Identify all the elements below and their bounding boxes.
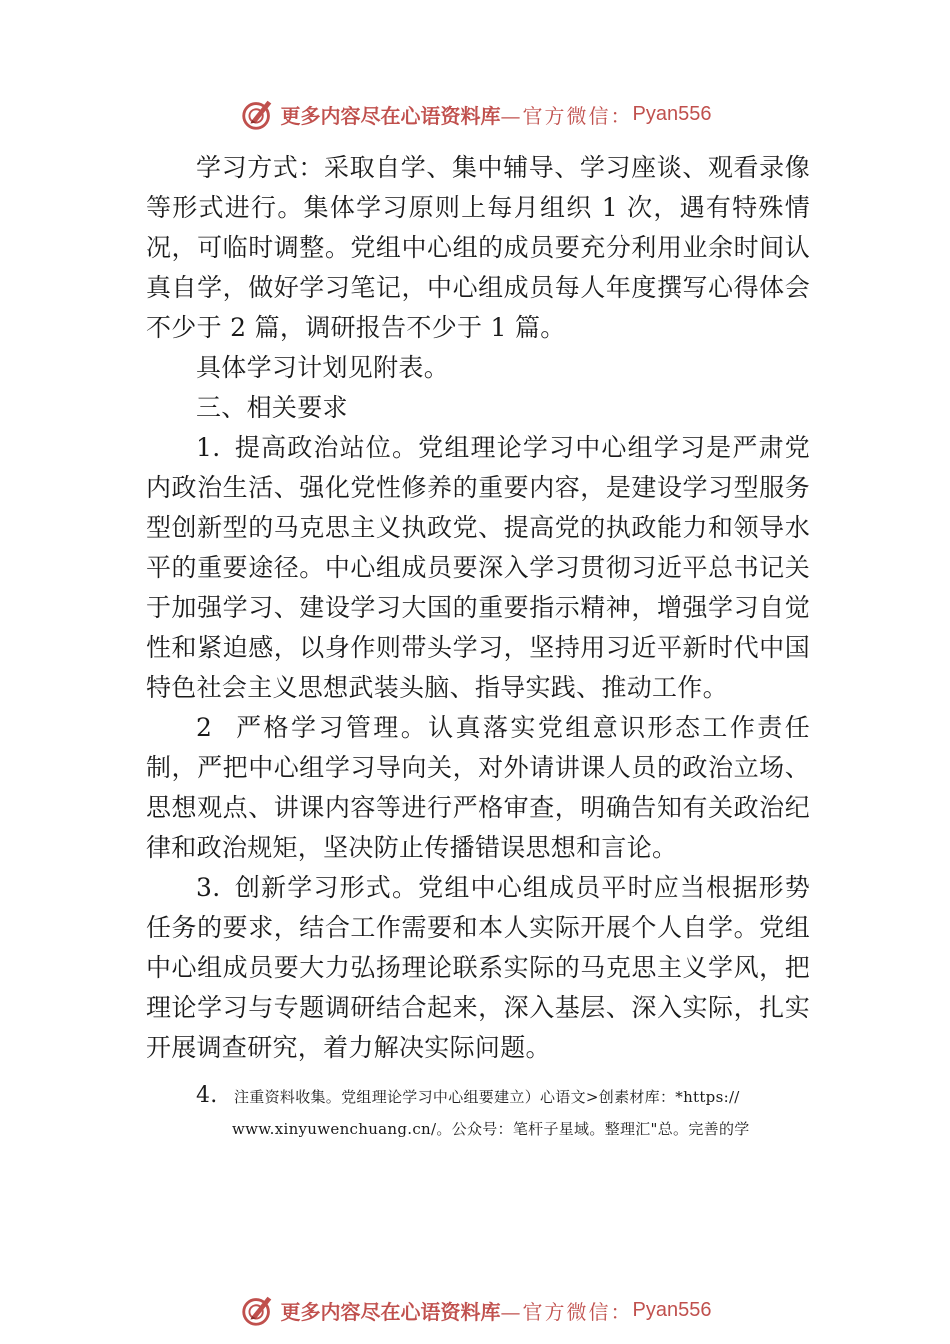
watermark-wechat-label: —官方微信： — [500, 1299, 633, 1324]
requirement-item-1 — [146, 428, 810, 708]
paragraph-study-method: 学习方式：采取自学、集中辅导、学习座谈、观看录像等形式进行。集体学习原则上每月组织 1 次，遇有特殊情况，可临时调整。党组中心组的成员要充分利用业余时间认真自学，做好学习笔记，中心组成员每人年度撰写心得体会不少于 2 篇，调研报告不少于 1 篇。 — [146, 153, 810, 342]
item-text: 提高政治站位。党组理论学习中心组学习是严肃党内政治生活、强化党性修养的重要内容，是建设学习型服务型创新型的马克思主义执政党、提高党的执政能力和领导水平的重要途径。中心组成员要深入学习贯彻习近平总书记关于加强学习、建设学习大国的重要指示精神，增强学习自觉性和紧迫感，以身作则带头学习，坚持用习近平新时代中国特色社会主义思想武装头脑、指导实践、推动工作。 — [146, 433, 810, 702]
watermark-wechat-id: Pyan556 — [632, 102, 712, 125]
watermark-site-name: 更多内容尽在心语资料库 — [280, 103, 501, 128]
item-text-line-2: www.xinyuwenchuang.cn/。公众号：笔杆子星域。整理汇"总。完善的学 — [232, 1120, 750, 1138]
paragraph-plan-reference: 具体学习计划见附表。 — [196, 353, 450, 382]
item-number: 3. — [196, 873, 221, 902]
item-number: 2 — [196, 713, 213, 742]
requirement-item-3 — [146, 868, 810, 1068]
watermark-wechat-label: —官方微信： — [500, 103, 633, 128]
item-text: 创新学习形式。党组中心组成员平时应当根据形势任务的要求，结合工作需要和本人实际开展个人自学。党组中心组成员要大力弘扬理论联系实际的马克思主义学风，把理论学习与专题调研结合起来，深入基层、深入实际，扎实开展调查研究，着力解决实际问题。 — [146, 873, 810, 1062]
document-body — [146, 148, 810, 1068]
item-number: 1. — [196, 433, 221, 462]
requirement-item-2 — [146, 708, 810, 868]
watermark-site-name: 更多内容尽在心语资料库 — [280, 1299, 501, 1324]
pen-logo-icon — [239, 1291, 277, 1329]
footer-watermark — [0, 1290, 950, 1330]
header-watermark — [0, 94, 950, 134]
item-text: 严格学习管理。认真落实党组意识形态工作责任制，严把中心组学习导向关，对外请讲课人员的政治立场、思想观点、讲课内容等进行严格审查，明确告知有关政治纪律和政治规矩，坚决防止传播错误思想和言论。 — [146, 713, 810, 862]
watermark-wechat-id: Pyan556 — [632, 1298, 712, 1321]
item-text-line-1: 注重资料收集。党组理论学习中心组要建立）心语文>创素材库：*https:// — [234, 1088, 740, 1106]
requirement-item-4 — [146, 1080, 826, 1145]
section-heading-requirements: 三、相关要求 — [196, 393, 348, 422]
pen-logo-icon — [239, 95, 277, 133]
item-number: 4. — [196, 1083, 218, 1108]
